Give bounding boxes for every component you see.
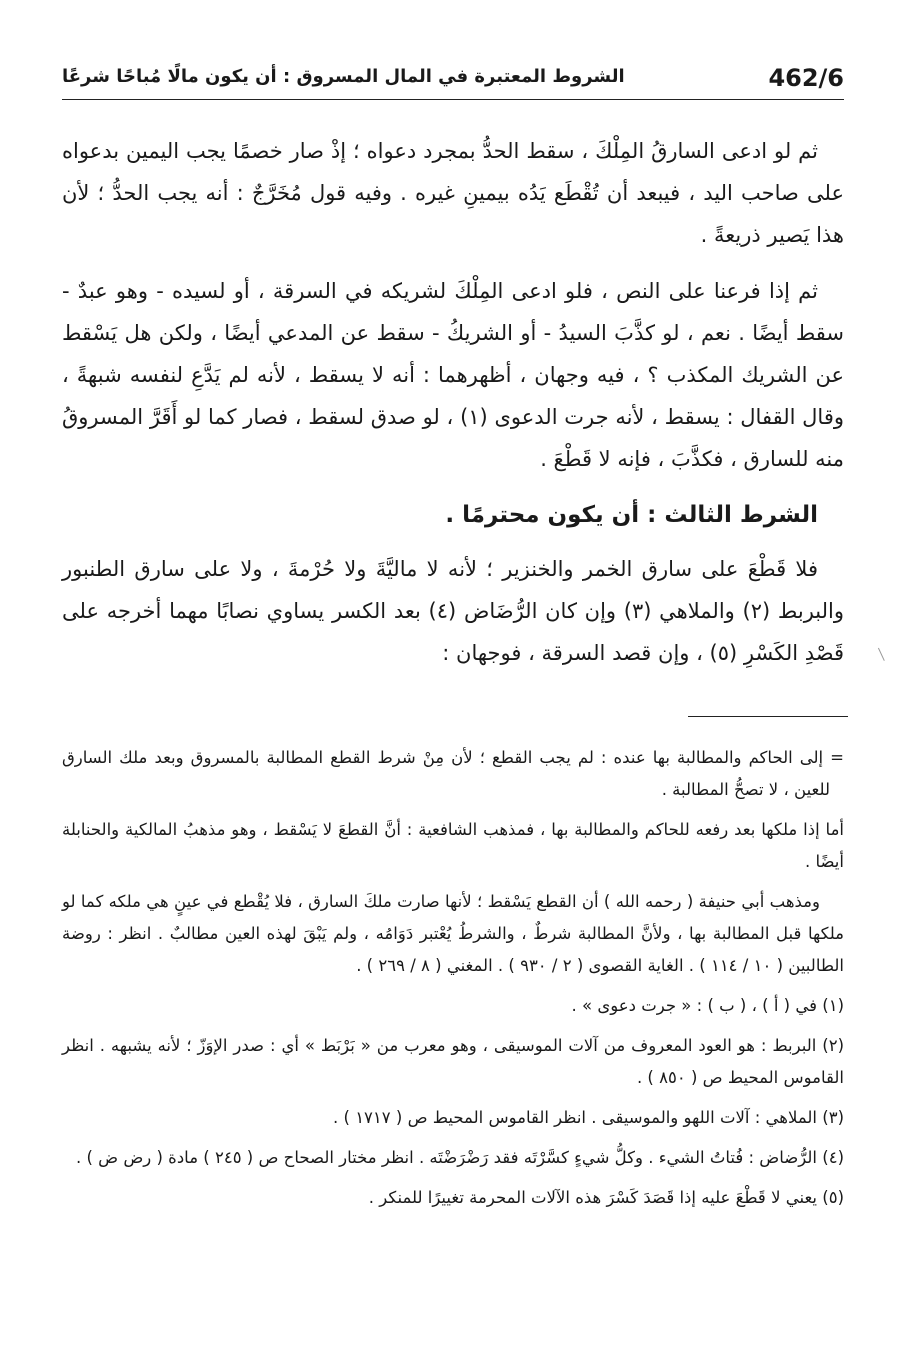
footnote-continuation: = إلى الحاكم والمطالبة بها عنده : لم يجب القطع ؛ لأن مِنْ شرط القطع المطالبة بالمسروق وبعد ملك السارق للعين ، لا تصحُّ المطالبة . — [62, 748, 844, 799]
body-paragraph: فلا قَطْعَ على سارق الخمر والخنزير ؛ لأنه لا ماليَّةَ ولا حُرْمةَ ، ولا على سارق الطنبور والبربط (٢) والملاهي (٣) وإن كان الرُّضَاض (٤) بعد الكسر يساوي نصابًا مهما أخرجه على قَصْدِ الكَسْرِ (٥) ، وإن قصد السرقة ، فوجهان : — [62, 557, 845, 665]
margin-mark — [875, 648, 885, 662]
page-number: 462/6 — [768, 64, 844, 92]
page-header — [62, 64, 844, 102]
footnote-continuation: أما إذا ملكها بعد رفعه للحاكم والمطالبة بها ، فمذهب الشافعية : أنَّ القطعَ لا يَسْقط ، وهو مذهبُ المالكية والحنابلة أيضًا . — [62, 820, 844, 871]
running-title: الشروط المعتبرة في المال المسروق : أن يكون مالًا مُباحًا شرعًا — [62, 66, 625, 87]
footnote-separator — [688, 716, 848, 717]
main-text — [62, 130, 844, 688]
section-heading: الشرط الثالث : أن يكون محترمًا . — [445, 502, 818, 528]
footnote-3: (٣) الملاهي : آلات اللهو والموسيقى . انظر القاموس المحيط ص ( ١٧١٧ ) . — [333, 1108, 844, 1127]
footnote-continuation: ومذهب أبي حنيفة ( رحمه الله ) أن القطع يَسْقط ؛ لأنها صارت ملكَ السارق ، فلا يُقْطع في عينٍ هي ملكه كما لو ملكها قبل المطالبة بها ، ولأنَّ المطالبة شرطٌ ، والشرطُ يُعْتبر دَوَامُه ، ولم يَبْقَ لهذه العين مطالبٌ . انظر : روضة الطالبين ( ١٠ / ١١٤ ) . الغاية القصوى ( ٢ / ٩٣٠ ) . المغني ( ٨ / ٢٦٩ ) . — [62, 892, 844, 975]
footnote-4: (٤) الرُّضاض : فُتاتُ الشيء . وكلُّ شيءٍ كسَّرْتَه فقد رَضْرَضْتَه . انظر مختار الصحاح ص ( ٢٤٥ ) مادة ( رض ض ) . — [75, 1148, 844, 1167]
header-rule — [62, 99, 844, 100]
footnote-2: (٢) البربط : هو العود المعروف من آلات الموسيقى ، وهو معرب من « بَرْبَط » أي : صدر الإوَزّ ؛ لأنه يشبهه . انظر القاموس المحيط ص ( ٨٥٠ ) . — [62, 1036, 844, 1087]
footnote-5: (٥) يعني لا قَطْعَ عليه إذا قَصَدَ كَسْرَ هذه الآلات المحرمة تغييرًا للمنكر . — [368, 1188, 844, 1207]
footnote-1: (١) في ( أ ) ، ( ب ) : « جرت دعوى » . — [571, 996, 844, 1015]
body-paragraph: ثم إذا فرعنا على النص ، فلو ادعى المِلْكَ لشريكه في السرقة ، أو لسيده - وهو عبدٌ - سقط أيضًا . نعم ، لو كذَّبَ السيدُ - أو الشريكُ - سقط عن المدعي أيضًا ، ولكن هل يَسْقط عن الشريك المكذب ؟ ، فيه وجهان ، أظهرهما : أنه لا يسقط ، لأنه لم يَدَّعِ لنفسه شبهةً ، وقال القفال : يسقط ، لأنه جرت الدعوى (١) ، لو صدق لسقط ، فصار كما لو أَقَرَّ المسروقُ منه للسارق ، فكذَّبَ ، فإنه لا قَطْعَ . — [62, 279, 845, 471]
body-paragraph: ثم لو ادعى السارقُ المِلْكَ ، سقط الحدُّ بمجرد دعواه ؛ إذْ صار خصمًا يجب اليمين بدعواه على صاحب اليد ، فيبعد أن تُقْطَع يَدُه بيمينِ غيره . وفيه قول مُخَرَّجٌ : أنه يجب الحدُّ ؛ لأن هذا يَصير ذريعةً . — [62, 139, 844, 247]
footnotes — [62, 742, 844, 1222]
